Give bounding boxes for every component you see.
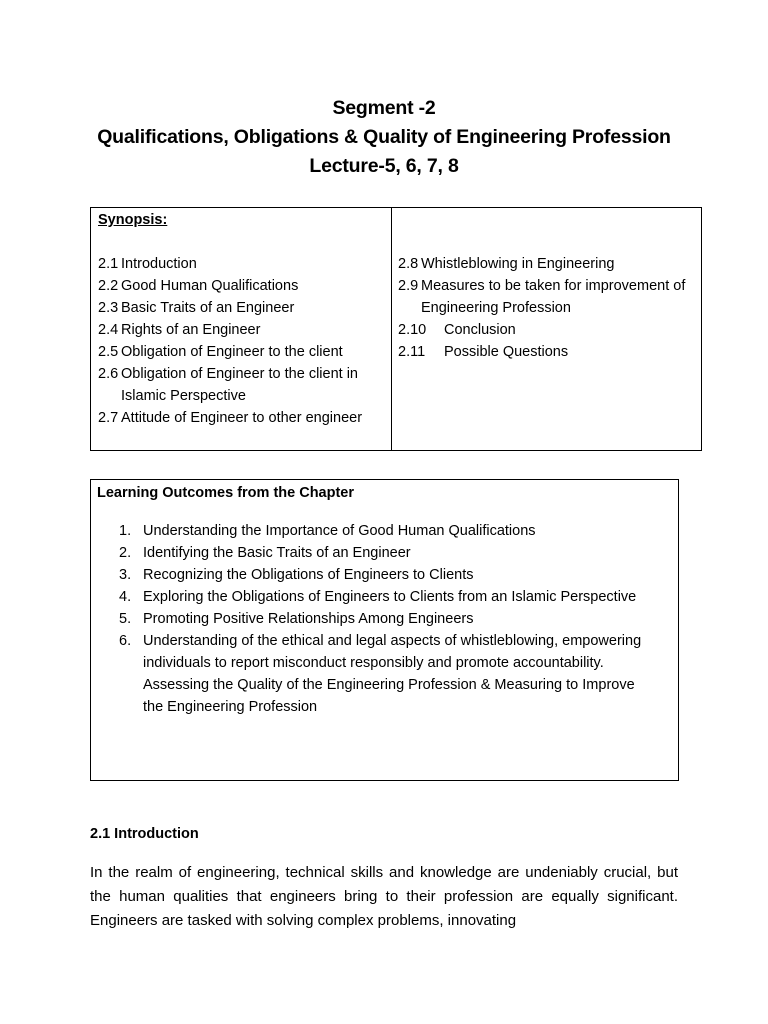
outcome-item: 4. Exploring the Obligations of Engineers to Clients from an Islamic Perspective [119,589,637,605]
synopsis-item: 2.3 Basic Traits of an Engineer [98,300,295,316]
outcome-item: 6. Understanding of the ethical and legal aspects of whistleblowing, empowering individuals to report misconduct responsibly and promote accountability. [119,633,642,671]
outcome-item: 3. Recognizing the Obligations of Engineers to Clients [119,567,474,583]
document-title [0,94,768,181]
synopsis-item: 2.10 Conclusion [398,322,516,338]
outcome-extra: Assessing the Quality of the Engineering Profession & Measuring to Improve the Engineering Profession [143,677,635,715]
synopsis-heading: Synopsis: [98,212,168,228]
title-topic: Qualifications, Obligations & Quality of Engineering Profession [97,126,671,148]
synopsis-item: 2.11 Possible Questions [398,344,569,360]
synopsis-item: 2.4 Rights of an Engineer [98,322,261,338]
outcome-item: 2. Identifying the Basic Traits of an Engineer [119,545,411,561]
outcomes-heading: Learning Outcomes from the Chapter [97,485,355,501]
learning-outcomes-box [90,479,679,781]
synopsis-item: 2.1 Introduction [98,256,197,272]
synopsis-item: 2.5 Obligation of Engineer to the client [98,344,343,360]
synopsis-item: 2.6 Obligation of Engineer to the client in Islamic Perspective [98,366,358,404]
title-lectures: Lecture-5, 6, 7, 8 [309,155,459,177]
section-heading: 2.1 Introduction [90,826,199,842]
title-segment: Segment -2 [332,97,436,119]
synopsis-item: 2.9 Measures to be taken for improvement of Engineering Profession [398,278,686,316]
outcome-item: 1. Understanding the Importance of Good Human Qualifications [119,523,536,539]
intro-paragraph: In the realm of engineering, technical skills and knowledge are undeniably crucial, but the human qualities that engineers bring to their profession are equally significant. Engineers are tasked with solving complex problems, innovating [90,864,678,929]
synopsis-right-column [392,208,701,450]
synopsis-table [90,207,702,451]
synopsis-item: 2.2 Good Human Qualifications [98,278,299,294]
synopsis-item: 2.7 Attitude of Engineer to other engineer [98,410,363,426]
synopsis-left-column [91,208,392,450]
outcome-item: 5. Promoting Positive Relationships Among Engineers [119,611,474,627]
outcomes-list [119,520,678,718]
synopsis-item: 2.8 Whistleblowing in Engineering [398,256,615,272]
